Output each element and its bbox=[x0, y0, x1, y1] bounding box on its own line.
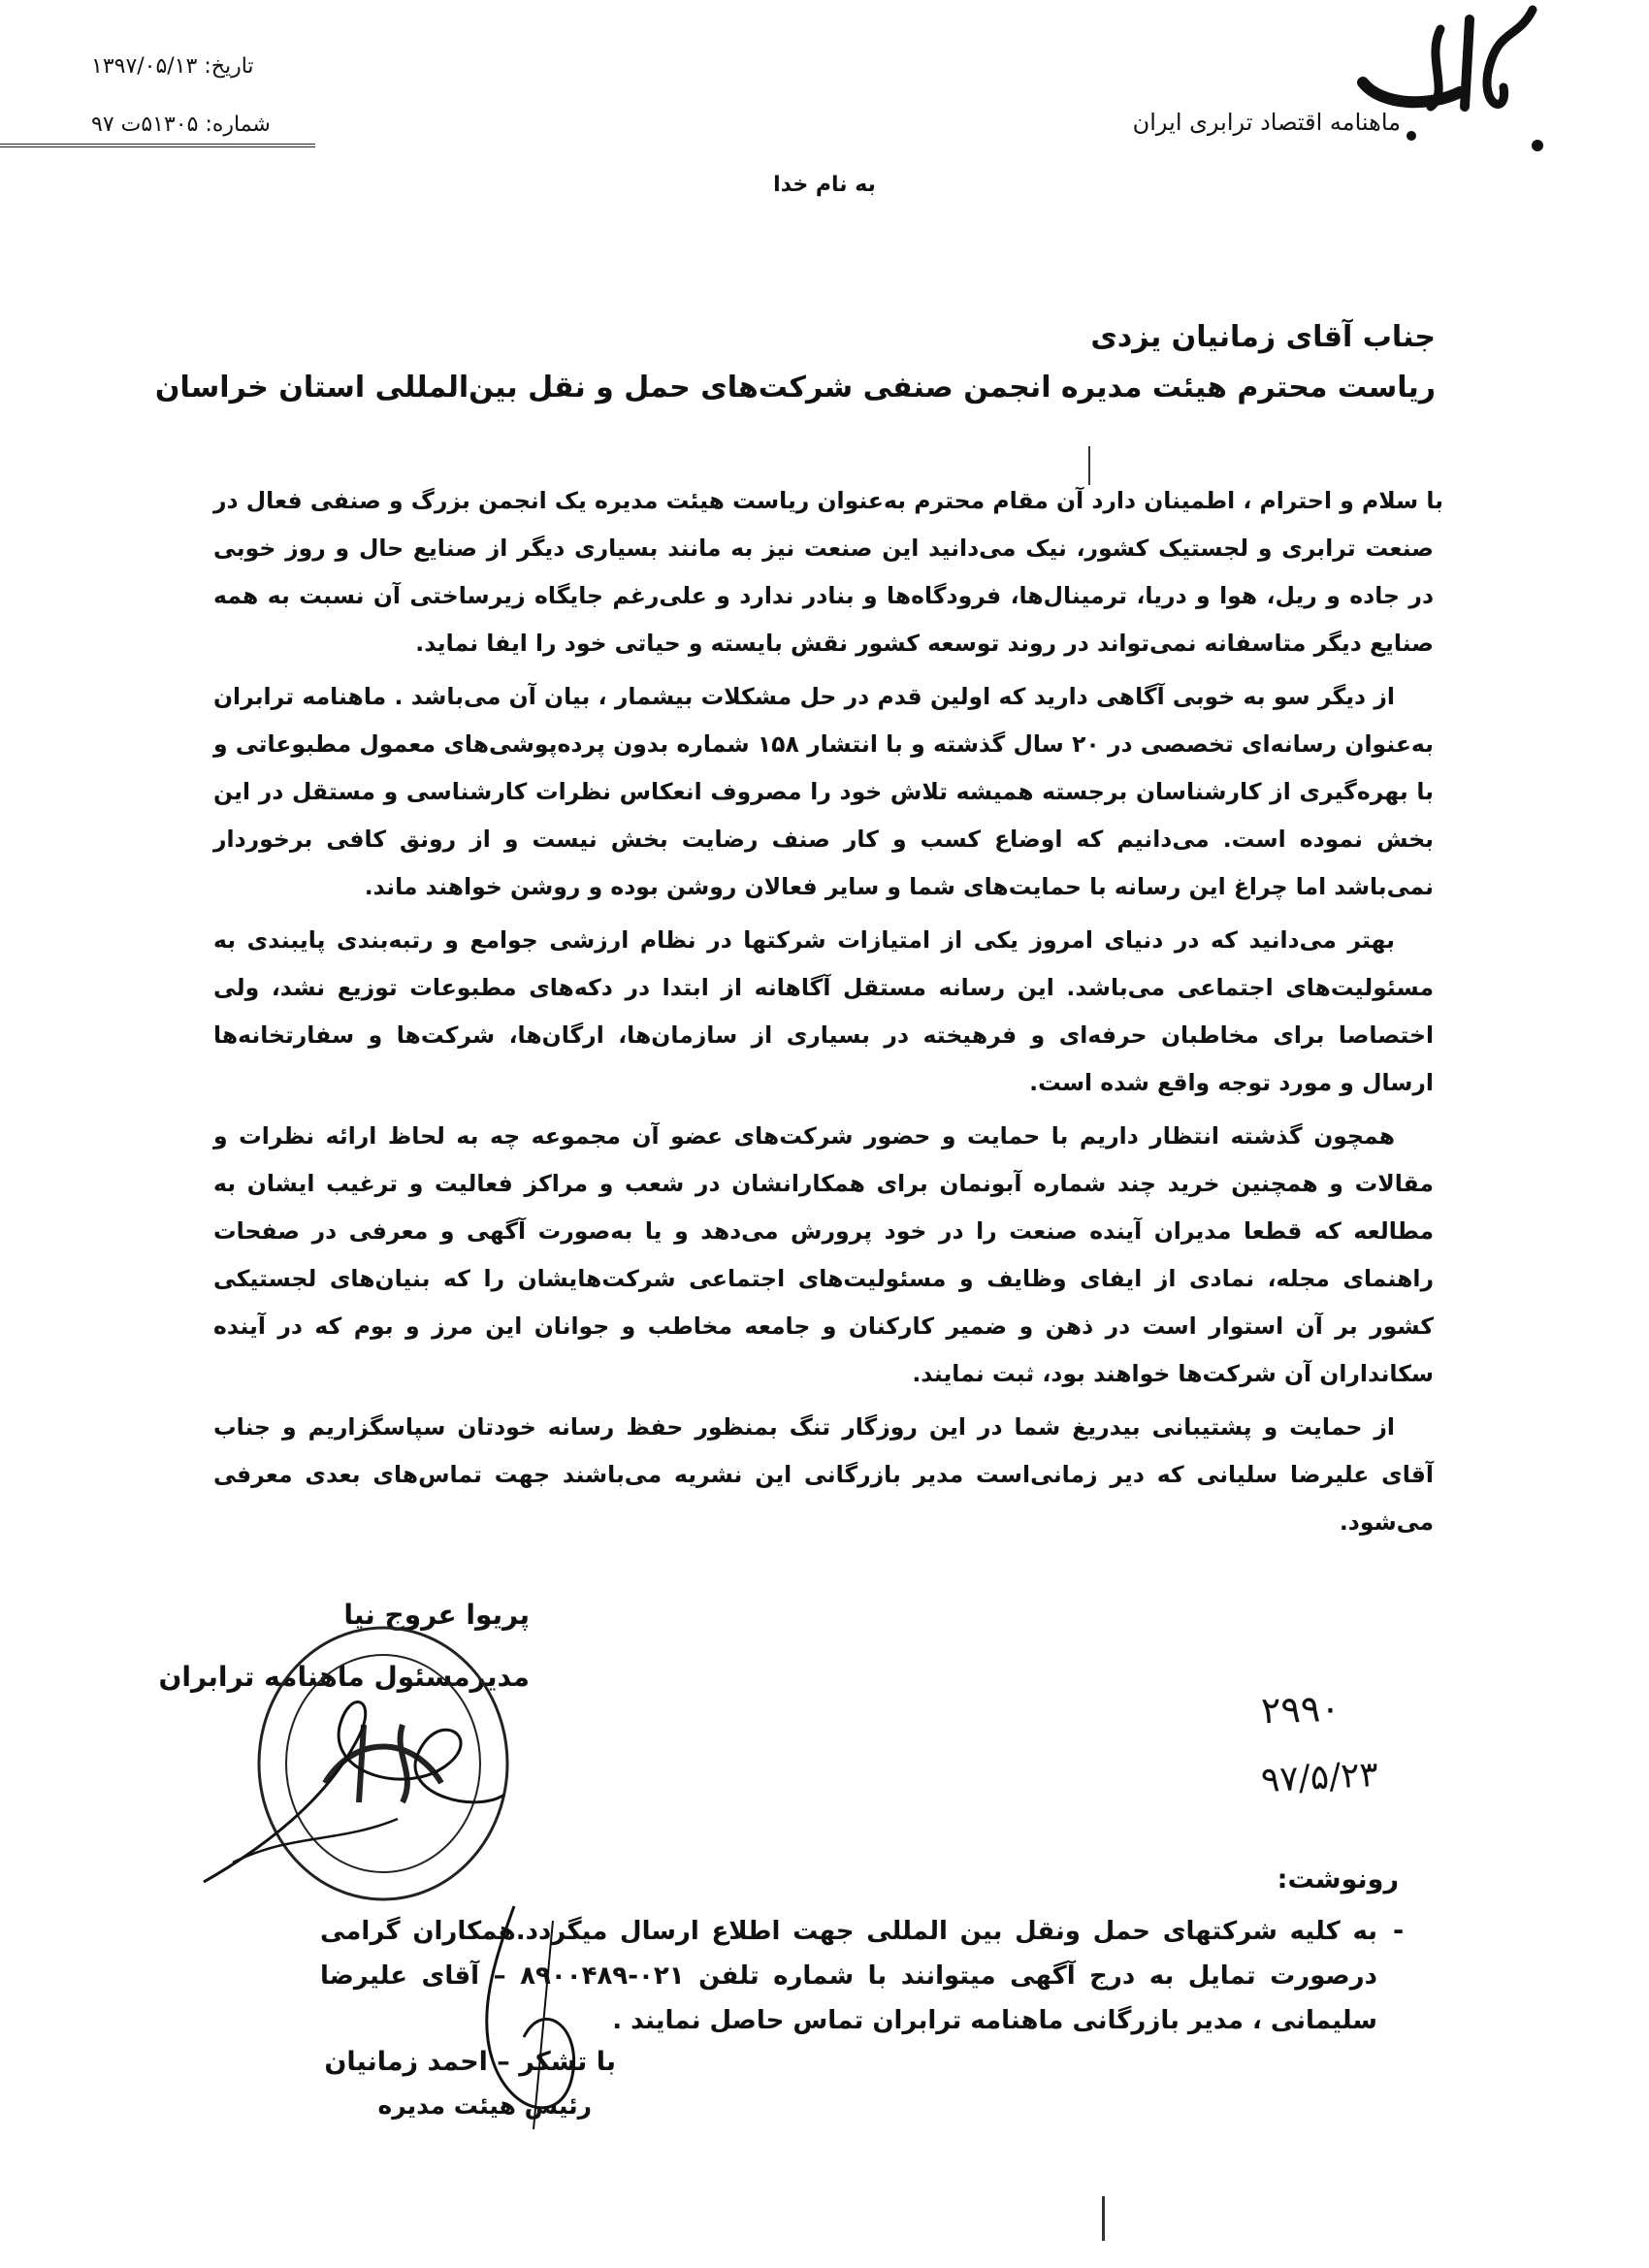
addressee-name: جناب آقای زمانیان یزدی bbox=[1090, 320, 1436, 354]
magazine-name: ماهنامه اقتصاد ترابری ایران bbox=[1132, 109, 1401, 136]
second-signatory: با تشکر – احمد زمانیان bbox=[324, 2047, 616, 2077]
second-signatory-title: رئیس هیئت مدیره bbox=[377, 2091, 592, 2120]
letter-date: تاریخ: ۱۳۹۷/۰۵/۱۳ bbox=[91, 54, 254, 79]
scan-artifact bbox=[1088, 446, 1090, 485]
handwritten-reg-number: ۲۹۹۰ bbox=[1260, 1686, 1342, 1733]
cc-label: رونوشت: bbox=[1277, 1864, 1399, 1895]
handwritten-reg-date: ۹۷/۵/۲۳ bbox=[1260, 1754, 1379, 1801]
second-signature bbox=[456, 1901, 592, 2134]
body-paragraph: با سلام و احترام ، اطمینان دارد آن مقام محترم به‌عنوان ریاست هیئت مدیره یک انجمن بزرگ و صنفی فعال در صنعت ترابری و لجستیک کشور، نیک می‌دانید این صنعت نیز به مانند بسیاری دیگر از صنایع حال و روز خوبی در جاده و ریل، هوا و دریا، ترمینال‌ها، فرودگاه‌ها و بنادر ندارد و علی‌رغم جایگاه زیرساختی آن نسبت به همه صنایع دیگر متاسفانه نمی‌تواند در روند توسعه کشور نقش بایسته و حیاتی خود را ایفا نماید. bbox=[213, 487, 1443, 657]
header-divider bbox=[0, 144, 315, 147]
addressee-title: ریاست محترم هیئت مدیره انجمن صنفی شرکت‌های حمل و نقل بین‌المللی استان خراسان bbox=[154, 371, 1436, 405]
cc-text: به کلیه شرکتهای حمل ونقل بین المللی جهت اطلاع ارسال میگردد.همکاران گرامی درصورت تمایل به درج آگهی میتوانند با شماره تلفن ۰۲۱-۸۹۰۰۴۸۹ – آقای علیرضا سلیمانی ، مدیر بازرگانی ماهنامه ترابران تماس حاصل نمایند . bbox=[320, 1917, 1377, 2035]
signatory-title: مدیرمسئول ماهنامه ترابران bbox=[158, 1661, 530, 1693]
magazine-logo bbox=[1343, 0, 1547, 170]
cc-bullet: - bbox=[1393, 1916, 1405, 1946]
handwritten-signature bbox=[194, 1649, 514, 1901]
letter-body bbox=[213, 477, 1443, 1552]
signatory-name: پریوا عروج نیا bbox=[343, 1599, 530, 1631]
body-paragraph: از دیگر سو به خوبی آگاهی دارید که اولین قدم در حل مشکلات بیشمار ، بیان آن می‌باشد . ماهنامه ترابران به‌عنوان رسانه‌ای تخصصی در ۲۰ سال گذشته و با انتشار ۱۵۸ شماره بدون پرده‌پوشی‌های معمول مطبوعاتی و با بهره‌گیری از کارشناسان برجسته همیشه تلاش خود را مصروف انعکاس نظرات کارشناسی و مستقل در این بخش نموده است. می‌دانیم که اوضاع کسب و کار صنف رضایت بخش نیست و از رونق کافی برخوردار نمی‌باشد اما چراغ این رسانه با حمایت‌های شما و سایر فعالان روشن بوده و روشن خواهند ماند. bbox=[213, 683, 1434, 900]
bismillah-heading: به نام خدا bbox=[773, 173, 876, 197]
body-paragraph: از حمایت و پشتیبانی بیدریغ شما در این روزگار تنگ بمنظور حفظ رسانه خودتان سپاسگزاریم و جناب آقای علیرضا سلیانی که دیر زمانی‌است مدیر بازرگانی این نشریه می‌باشند جهت تماس‌های بعدی معرفی می‌شود. bbox=[213, 1413, 1434, 1536]
body-paragraph: همچون گذشته انتظار داریم با حمایت و حضور شرکت‌های عضو آن مجموعه چه به لحاظ ارائه نظرات و مقالات و همچنین خرید چند شماره آبونمان برای همکارانشان در شعب و مراکز فعالیت و ترغیب ایشان به مطالعه که قطعا مدیران آینده صنعت را در خود پرورش می‌دهد و یا به‌صورت آگهی و معرفی در صفحات راهنمای مجله، نمادی از ایفای وظایف و مسئولیت‌های اجتماعی شرکت‌هایشان را که بنیان‌های لجستیکی کشور بر آن استوار است در ذهن و ضمیر کارکنان و جامعه مخاطب و جوانان این مرز و بوم که در آینده سکانداران آن شرکت‌ها خواهند بود، ثبت نمایند. bbox=[213, 1122, 1434, 1387]
scan-artifact bbox=[1102, 2196, 1105, 2241]
body-paragraph: بهتر می‌دانید که در دنیای امروز یکی از امتیازات شرکتها در نظام ارزشی جوامع و رتبه‌بندی پایبندی به مسئولیت‌های اجتماعی می‌باشد. این رسانه مستقل آگاهانه از ابتدا در دکه‌های مطبوعات توزیع نشد، ولی اختصاصا برای مخاطبان حرفه‌ای و فرهیخته در بسیاری از سازمان‌ها، ارگان‌ها، شرکت‌ها و سفارتخانه‌ها ارسال و مورد توجه واقع شده است. bbox=[213, 926, 1434, 1096]
letter-number: شماره: ۵۱۳۰۵ت ۹۷ bbox=[91, 113, 271, 137]
